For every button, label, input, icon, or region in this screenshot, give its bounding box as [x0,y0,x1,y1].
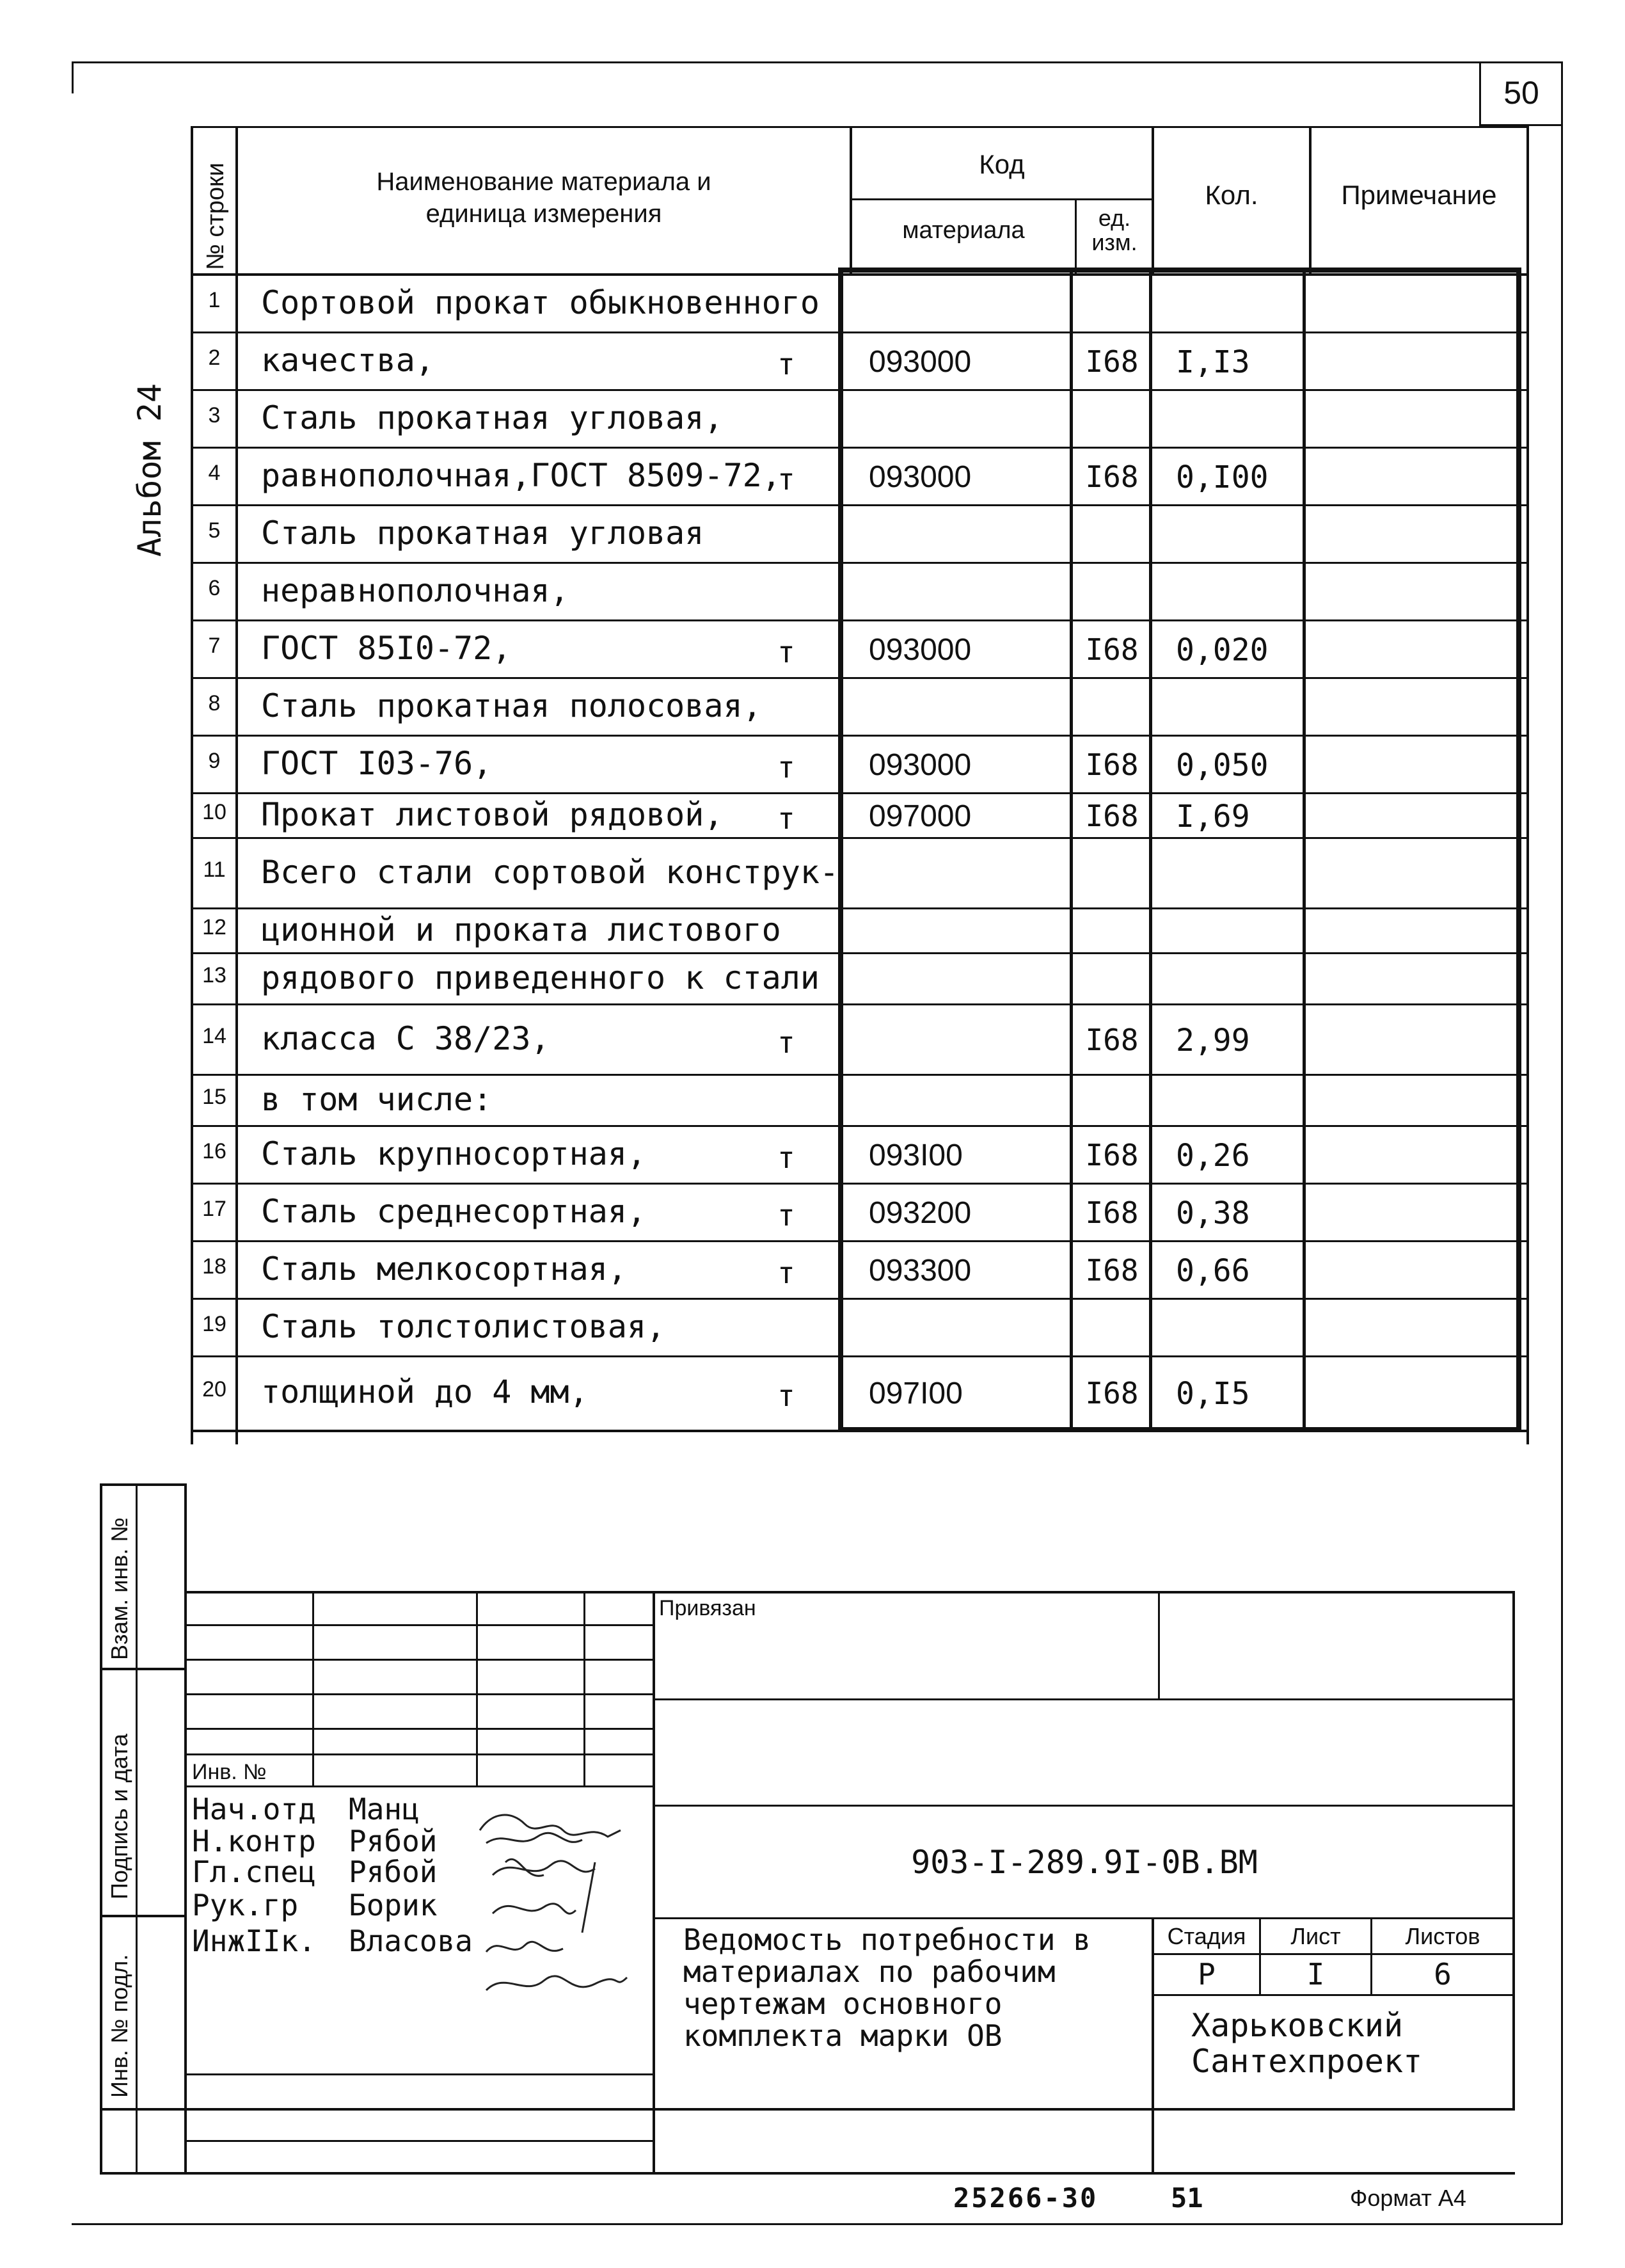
document-title-line: Ведомость потребности в [683,1922,1091,1957]
row-qty: 0,I5 [1176,1376,1250,1412]
row-code: 093200 [869,1196,972,1230]
row-measure-unit: I68 [1085,1023,1139,1057]
row-qty: 2,99 [1176,1023,1250,1058]
frame-left-stub [72,61,74,93]
row-qty: 0,26 [1176,1138,1250,1174]
row-name: Прокат листовой рядовой, [261,796,724,833]
row-qty: 0,38 [1176,1195,1250,1231]
signer-name: Манц [349,1792,420,1826]
row-number: 9 [208,749,221,773]
signer-name: Рябой [349,1824,438,1858]
row-number: 5 [208,518,221,543]
row-number: 16 [202,1139,226,1163]
row-unit: т [777,1256,795,1290]
row-number: 7 [208,634,221,658]
header-code-material: материала [902,216,1025,244]
row-name: Сортовой прокат обыкновенного [261,284,820,321]
row-qty: 0,66 [1176,1253,1250,1289]
frame-bottom [72,2223,1562,2225]
format-label: Формат А4 [1350,2185,1466,2211]
row-name: Сталь прокатная полосовая, [261,687,762,724]
signer-role: ИнжIIк. [192,1924,316,1958]
signer-role: Н.контр [192,1824,316,1858]
row-code: 097000 [869,799,972,833]
signatures-image [467,1805,640,2009]
row-name: Сталь прокатная угловая [261,515,704,552]
signer-name: Власова [349,1924,473,1958]
page-alt-number: 51 [1171,2182,1203,2214]
row-number: 10 [202,800,226,824]
row-name: ГОСТ I03-76, [261,745,493,782]
org-line-2: Сантехпроект [1191,2043,1423,2080]
row-number: 14 [202,1024,226,1048]
row-name: ГОСТ 85I0-72, [261,630,512,667]
row-unit: т [777,1378,795,1413]
stamp-podpis: Подпись и дата [106,1734,132,1899]
row-qty: I,I3 [1176,344,1250,380]
page-number: 50 [1503,75,1539,111]
header-name-1: Наименование материала и [376,167,711,196]
stamp-inv-podl: Инв. № подл. [106,1954,132,2098]
row-number: 12 [202,915,226,939]
archive-number: 25266-30 [953,2182,1098,2214]
row-number: 15 [202,1085,226,1109]
header-unit-1: ед. [1098,205,1131,231]
row-unit: т [777,1198,795,1233]
header-note: Примечание [1341,180,1497,210]
frame-right [1561,61,1563,2224]
row-number: 19 [202,1312,226,1336]
row-qty: 0,050 [1176,747,1269,783]
signer-name: Рябой [349,1855,438,1889]
row-measure-unit: I68 [1085,344,1139,379]
sheets-label: Листов [1405,1923,1480,1949]
inv-no-label: Инв. № [192,1760,267,1784]
row-measure-unit: I68 [1085,1138,1139,1172]
row-code: 093000 [869,748,972,782]
row-name: равнополочная,ГОСТ 8509-72, [261,457,781,494]
row-number: 6 [208,576,221,600]
signer-role: Гл.спец [192,1855,316,1889]
document-title-line: материалах по рабочим [683,1954,1056,1989]
privyazan-label: Привязан [659,1596,756,1620]
row-unit: т [777,1140,795,1175]
stage-label: Стадия [1167,1923,1246,1949]
row-qty: 0,020 [1176,632,1269,668]
row-name: Сталь крупносортная, [261,1135,647,1172]
row-measure-unit: I68 [1085,459,1139,494]
row-measure-unit: I68 [1085,1376,1139,1410]
row-measure-unit: I68 [1085,747,1139,782]
row-name: толщиной до 4 мм, [261,1373,589,1410]
row-unit: т [777,347,795,381]
row-unit: т [777,462,795,497]
sheet-label: Лист [1290,1923,1341,1949]
row-measure-unit: I68 [1085,799,1139,833]
row-number: 4 [208,461,221,485]
row-number: 13 [202,963,226,987]
row-measure-unit: I68 [1085,1253,1139,1288]
frame-top [72,61,1562,63]
row-qty: I,69 [1176,799,1250,835]
signer-name: Борик [349,1888,438,1922]
row-unit: т [777,801,795,836]
row-name: класса С 38/23, [261,1020,550,1057]
row-code: 093000 [869,345,972,379]
row-name: Сталь прокатная угловая, [261,399,724,436]
row-code: 093I00 [869,1138,963,1172]
header-name-2: единица измерения [425,199,662,228]
row-number: 1 [208,288,221,312]
doc-code: 903-I-289.9I-0В.ВМ [911,1844,1258,1881]
album-label: Альбом 24 [131,383,168,557]
header-row-no: № строки [202,163,229,270]
header-unit-2: изм. [1091,229,1138,255]
sheet-value: I [1306,1957,1325,1992]
row-unit: т [777,1025,795,1060]
row-qty: 0,I00 [1176,459,1269,495]
row-number: 11 [203,858,226,882]
document-title-line: чертежам основного [683,1986,1003,2021]
row-unit: т [777,750,795,785]
row-unit: т [777,635,795,669]
row-name: качества, [261,342,434,379]
stage-value: Р [1198,1957,1216,1992]
row-measure-unit: I68 [1085,1195,1139,1230]
header-qty: Кол. [1205,180,1258,210]
row-number: 17 [202,1197,226,1221]
header-code: Код [979,149,1025,179]
signer-role: Нач.отд [192,1792,316,1826]
row-number: 8 [208,691,221,715]
row-name: рядового приведенного к стали [261,959,820,996]
row-number: 3 [208,403,221,427]
row-code: 093000 [869,460,972,494]
row-name: в том числе: [261,1081,493,1118]
row-name: Сталь толстолистовая, [261,1308,666,1345]
stamp-vzam: Взам. инв. № [106,1517,132,1660]
row-name: ционной и проката листового [261,911,781,948]
row-code: 097I00 [869,1377,963,1410]
signer-role: Рук.гр [192,1888,299,1922]
row-name: Сталь среднесортная, [261,1193,647,1230]
row-name: неравнополочная, [261,572,569,609]
row-number: 20 [202,1377,226,1402]
row-name: Всего стали сортовой конструк- [261,854,839,891]
row-name: Сталь мелкосортная, [261,1250,627,1288]
row-number: 18 [202,1254,226,1279]
sheets-value: 6 [1434,1957,1452,1992]
row-number: 2 [208,346,221,370]
row-measure-unit: I68 [1085,632,1139,667]
document-title-line: комплекта марки ОВ [683,2018,1003,2053]
org-line-1: Харьковский [1191,2007,1404,2044]
row-code: 093300 [869,1254,972,1288]
row-code: 093000 [869,633,972,667]
